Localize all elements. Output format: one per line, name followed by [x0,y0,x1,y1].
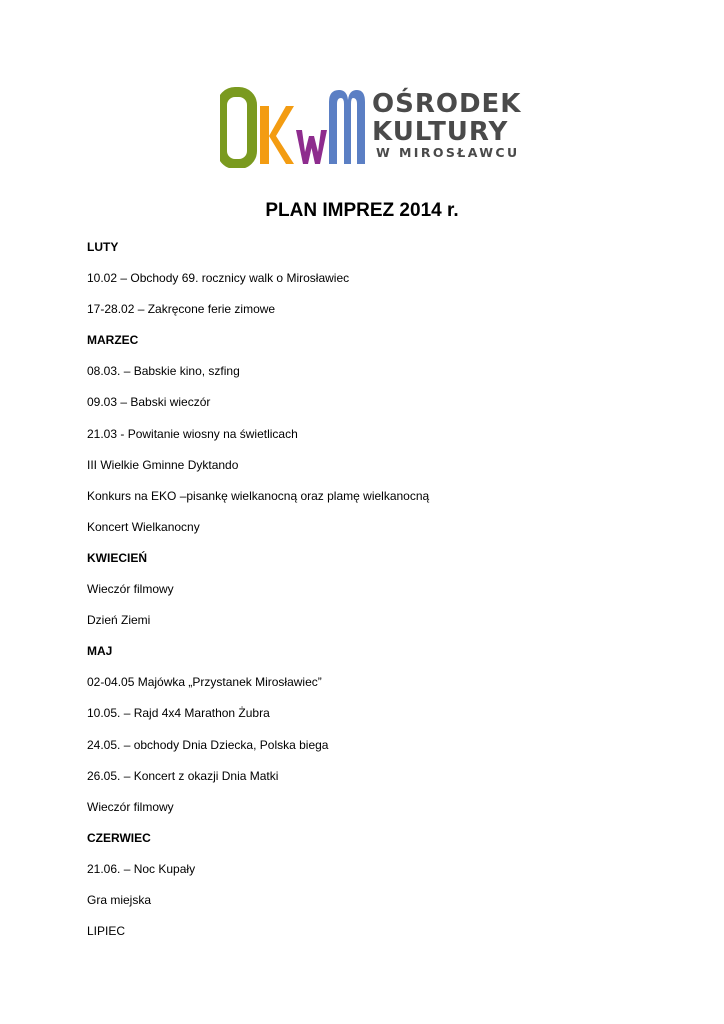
event-item: 21.06. – Noc Kupały [87,861,196,876]
event-item: Gra miejska [87,892,152,907]
event-item: 09.03 – Babski wieczór [87,395,211,410]
okwm-logo [220,84,520,168]
logo-line-2: KULTURY [372,117,509,147]
logo-wordmark [372,90,521,160]
page-title: PLAN IMPREZ 2014 r. [265,200,459,221]
okwm-logo-mark [220,84,370,168]
event-item: Wieczór filmowy [87,799,174,814]
event-item: III Wielkie Gminne Dyktando [87,457,239,472]
event-item: Konkurs na EKO –pisankę wielkanocną oraz plamę wielkanocną [87,488,430,503]
event-item: 24.05. – obchody Dnia Dziecka, Polska biega [87,737,329,752]
event-item: 02-04.05 Majówka „Przystanek Mirosławiec” [87,675,322,690]
event-item: LIPIEC [87,924,126,939]
event-item: 10.02 – Obchody 69. rocznicy walk o Mirosławiec [87,271,350,286]
event-item: Wieczór filmowy [87,582,174,597]
logo-line-3: W MIROSŁAWCU [376,145,520,160]
month-heading: MAJ [87,644,113,659]
event-item: 08.03. – Babskie kino, szfing [87,364,240,379]
event-item: 17-28.02 – Zakręcone ferie zimowe [87,302,276,317]
event-item: 26.05. – Koncert z okazji Dnia Matki [87,768,279,783]
month-heading: KWIECIEŃ [87,550,147,565]
event-list [87,240,667,955]
month-heading: MARZEC [87,333,139,348]
logo-line-1: OŚRODEK [372,89,522,119]
event-item: 21.03 - Powitanie wiosny na świetlicach [87,426,298,441]
event-item: Koncert Wielkanocny [87,519,200,534]
month-heading: CZERWIEC [87,830,151,845]
event-item: Dzień Ziemi [87,613,151,628]
month-heading: LUTY [87,240,119,254]
event-item: 10.05. – Rajd 4x4 Marathon Żubra [87,706,270,721]
